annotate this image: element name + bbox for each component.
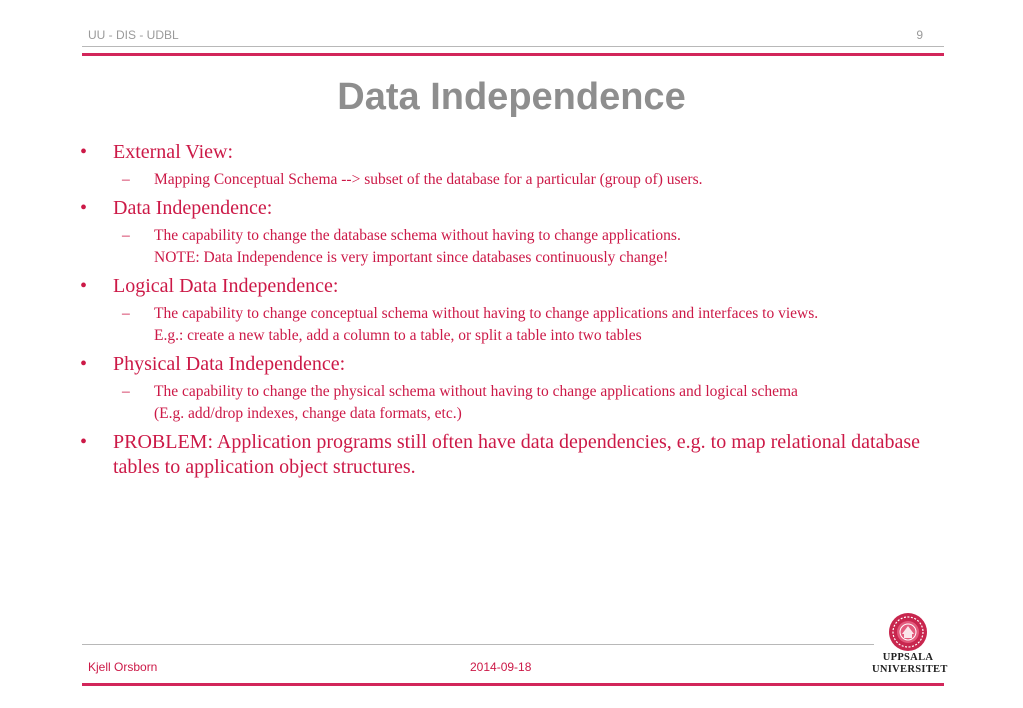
header-divider-red (82, 53, 944, 56)
footer-date: 2014-09-18 (470, 660, 532, 674)
footer-divider-grey (82, 644, 874, 645)
bullet-logical-data-independence: • Logical Data Independence: (80, 275, 339, 297)
bullet-problem: • PROBLEM: Application programs still often have data dependencies, e.g. to map relational database tables to application object structures. (80, 431, 921, 478)
sub-bullet-logical-data-independence: – The capability to change conceptual schema without having to change applications and interfaces to views. E.g.: create a new table, add a column to a table, or split a table into two tables (122, 305, 819, 344)
page-number: 9 (916, 28, 923, 42)
header-course: UU - DIS - UDBL (88, 28, 179, 42)
sub-bullet-physical-data-independence: – The capability to change the physical schema without having to change applications and logical schema (E.g. add/drop indexes, change data formats, etc.) (122, 383, 798, 422)
uppsala-logo (872, 612, 948, 676)
logo-text-line1: UPPSALA (882, 652, 934, 663)
sub-bullet-external-view: – Mapping Conceptual Schema --> subset of the database for a particular (group of) users. (122, 171, 703, 188)
university-seal-icon (888, 612, 928, 652)
header-divider-grey (82, 46, 944, 47)
logo-text-line2: UNIVERSITET (872, 664, 948, 675)
slide-title: Data Independence (337, 76, 686, 118)
bullet-external-view: • External View: (80, 141, 234, 163)
footer-divider-red (82, 683, 944, 686)
bullet-data-independence: • Data Independence: (80, 197, 273, 219)
sub-bullet-data-independence: – The capability to change the database schema without having to change applications. NOTE: Data Independence is very important since databases continuously change! (122, 227, 681, 266)
footer-author: Kjell Orsborn (88, 660, 158, 674)
bullet-physical-data-independence: • Physical Data Independence: (80, 353, 346, 375)
slide-body (80, 140, 940, 484)
